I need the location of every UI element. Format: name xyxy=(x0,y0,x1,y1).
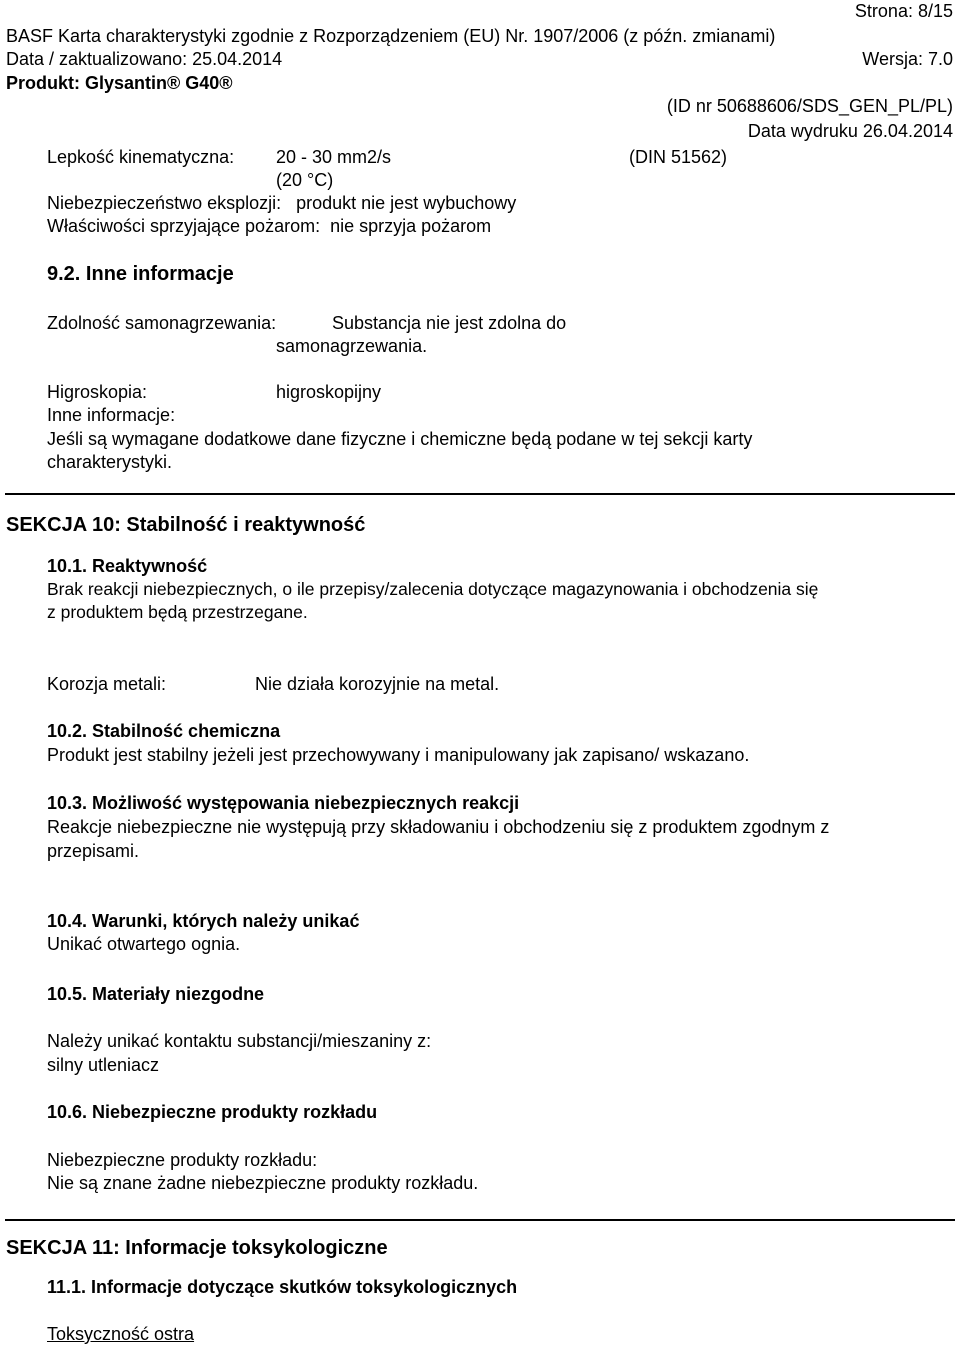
self-heating-label: Zdolność samonagrzewania: xyxy=(47,313,277,333)
section-10-4-heading: 10.4. Warunki, których należy unikać xyxy=(47,911,360,931)
decomposition-label: Niebezpieczne produkty rozkładu: xyxy=(47,1150,318,1170)
hazardous-reactions-text: Reakcje niebezpieczne nie występują przy składowaniu i obchodzeniu się z produktem zgodnym z xyxy=(47,817,830,837)
fire-properties: Właściwości sprzyjające pożarom: nie sprzyja pożarom xyxy=(47,216,492,236)
viscosity-method: (DIN 51562) xyxy=(629,147,728,167)
hazardous-reactions-text-cont: przepisami. xyxy=(47,841,140,861)
reactivity-text: Brak reakcji niebezpiecznych, o ile przepisy/zalecenia dotyczące magazynowania i obchodzenia się xyxy=(47,579,819,599)
hygroscopy-label: Higroskopia: xyxy=(47,382,148,402)
conditions-to-avoid-text: Unikać otwartego ognia. xyxy=(47,934,241,954)
version: Wersja: 7.0 xyxy=(862,49,953,69)
decomposition-text: Nie są znane żadne niebezpieczne produkty rozkładu. xyxy=(47,1173,479,1193)
section-10-heading: SEKCJA 10: Stabilność i reaktywność xyxy=(6,514,366,536)
section-10-5-heading: 10.5. Materiały niezgodne xyxy=(47,984,265,1004)
section-10-3-heading: 10.3. Możliwość występowania niebezpiecznych reakcji xyxy=(47,793,520,813)
revision-date: Data / zaktualizowano: 25.04.2014 xyxy=(6,49,283,69)
explosion-hazard: Niebezpieczeństwo eksplozji: produkt nie jest wybuchowy xyxy=(47,193,517,213)
product-name: Produkt: Glysantin® G40® xyxy=(6,73,233,93)
corrosion-label: Korozja metali: xyxy=(47,674,167,694)
section-11-heading: SEKCJA 11: Informacje toksykologiczne xyxy=(6,1237,388,1259)
corrosion-value: Nie działa korozyjnie na metal. xyxy=(255,674,500,694)
document-id: (ID nr 50688606/SDS_GEN_PL/PL) xyxy=(666,96,953,116)
other-info-text: Jeśli są wymagane dodatkowe dane fizyczne i chemiczne będą podane w tej sekcji karty xyxy=(47,429,753,449)
incompatible-materials-value: silny utleniacz xyxy=(47,1055,160,1075)
viscosity-value: 20 - 30 mm2/s xyxy=(276,147,392,167)
page-number: Strona: 8/15 xyxy=(854,1,953,21)
reactivity-text-cont: z produktem będą przestrzegane. xyxy=(47,602,308,622)
other-info-label: Inne informacje: xyxy=(47,405,176,425)
print-date: Data wydruku 26.04.2014 xyxy=(747,121,953,141)
section-9-2-heading: 9.2. Inne informacje xyxy=(47,263,234,285)
section-10-1-heading: 10.1. Reaktywność xyxy=(47,556,208,576)
section-10-2-heading: 10.2. Stabilność chemiczna xyxy=(47,721,281,741)
section-10-6-heading: 10.6. Niebezpieczne produkty rozkładu xyxy=(47,1102,378,1122)
stability-text: Produkt jest stabilny jeżeli jest przechowywany i manipulowany jak zapisano/ wskazano. xyxy=(47,745,750,765)
other-info-text-cont: charakterystyki. xyxy=(47,452,173,472)
acute-toxicity-label: Toksyczność ostra xyxy=(47,1324,195,1344)
hygroscopy-value: higroskopijny xyxy=(276,382,382,402)
self-heating-value: Substancja nie jest zdolna do xyxy=(332,313,567,333)
section-11-1-heading: 11.1. Informacje dotyczące skutków toksykologicznych xyxy=(47,1277,518,1297)
section-divider xyxy=(5,493,955,495)
viscosity-temperature: (20 °C) xyxy=(276,170,334,190)
incompatible-materials-text: Należy unikać kontaktu substancji/mieszaniny z: xyxy=(47,1031,432,1051)
viscosity-label: Lepkość kinematyczna: xyxy=(47,147,235,167)
section-divider xyxy=(5,1219,955,1221)
document-title: BASF Karta charakterystyki zgodnie z Rozporządzeniem (EU) Nr. 1907/2006 (z późn. zmianami) xyxy=(6,26,776,46)
self-heating-value-cont: samonagrzewania. xyxy=(276,336,428,356)
